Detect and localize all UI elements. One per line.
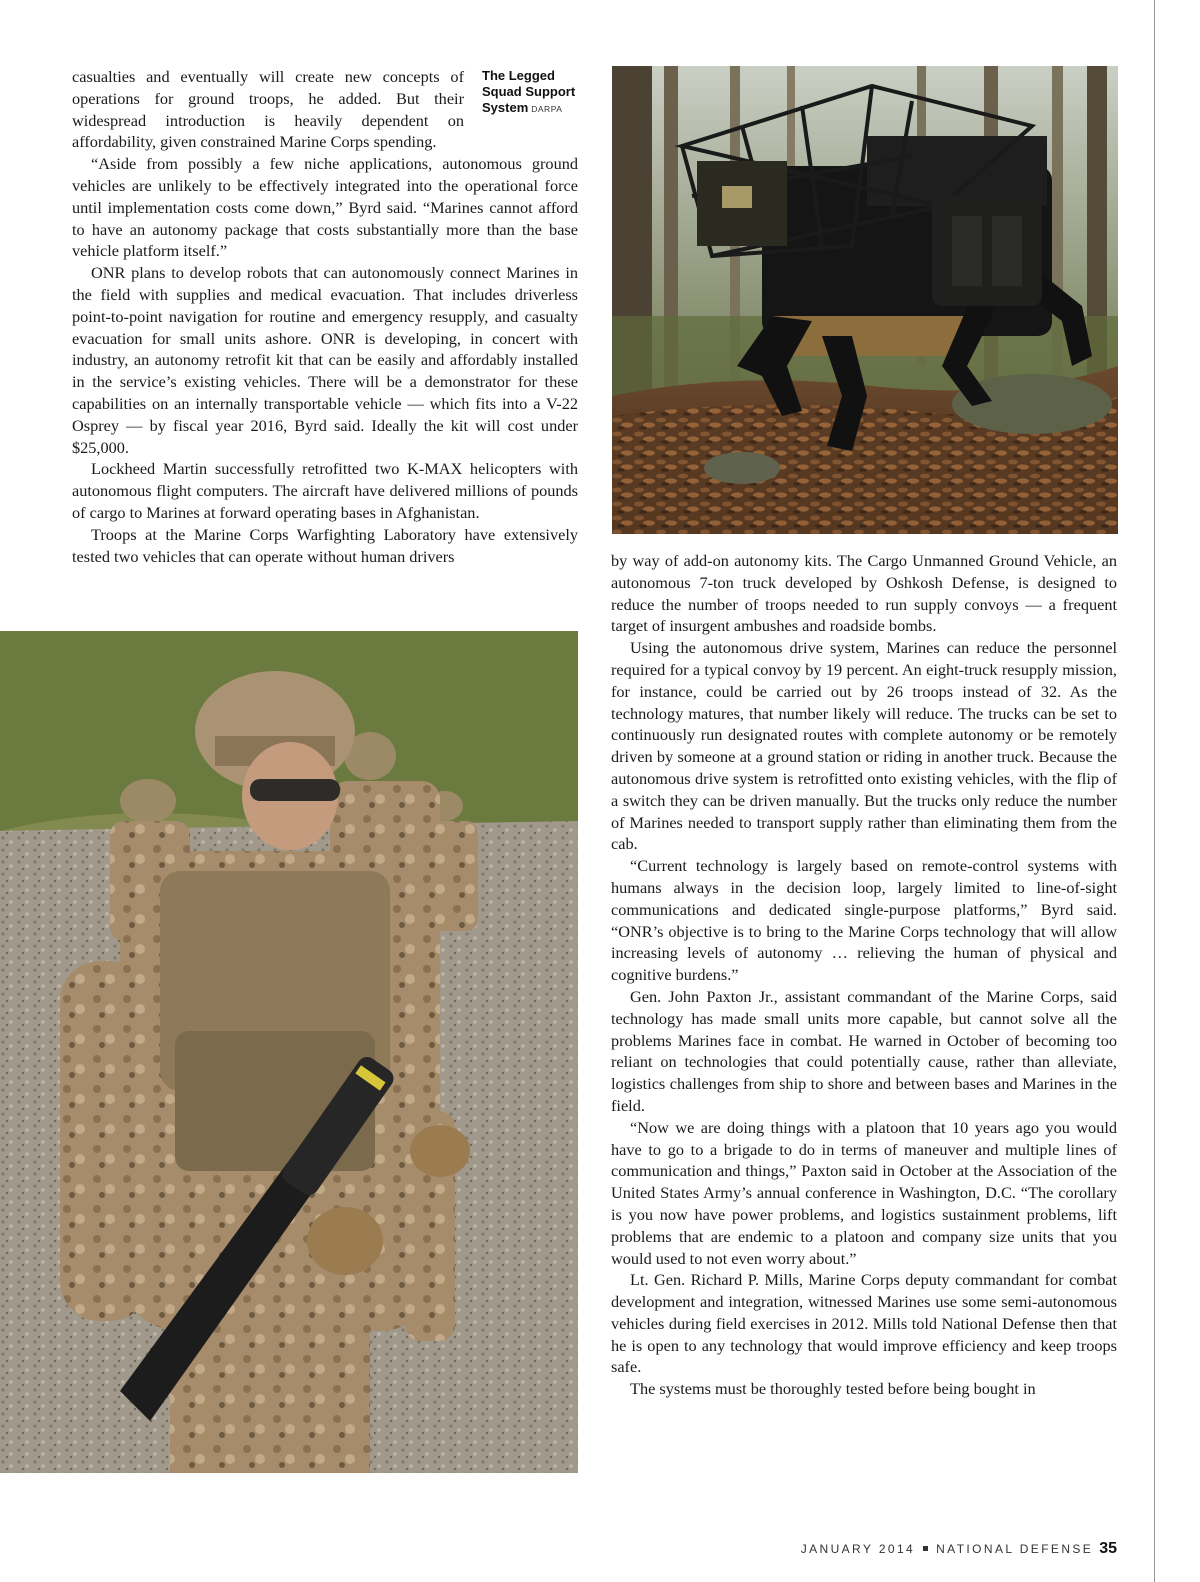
paragraph: Lockheed Martin successfully retrofitted two K-MAX helicopters with autonomous flight computers. The aircraft have delivered millions of pounds of cargo to Marines at forward operating bases in Afghanistan.: [72, 459, 578, 522]
paragraph: “Current technology is largely based on remote-control systems with humans always in the decision loop, largely limited to line-of-sight communications and dedicated single-purpose platforms,” Byrd said. “ONR’s objective is to bring to the Marine Corps technology that will allow increasing levels of autonomy … relieving the human of physical and cognitive burdens.”: [611, 856, 1117, 985]
paragraph: Gen. John Paxton Jr., assistant commandant of the Marine Corps, said technology has made small units more capable, but cannot solve all the problems Marines face in combat. He warned in October of becoming too reliant on technologies that could potentially cause, rather than alleviate, logistics challenges from ship to shore and between bases and Marines in the field.: [611, 986, 1117, 1115]
paragraph: casualties and eventually will create new concepts of operations for ground troops, he added. But their widespread introduction is heavily dependent on affordability, given constrained Marine Corps spending.: [72, 67, 464, 152]
footer-date: JANUARY 2014: [800, 1542, 916, 1556]
caption-text: The Legged Squad Support System: [482, 68, 576, 115]
paragraph: “Aside from possibly a few niche applications, autonomous ground vehicles are unlikely to be effectively integrated into the operational force until implementation costs come down,” Byrd said. “Marines cannot afford to have an autonomy package that costs substantially more than the base vehicle platform itself.”: [72, 154, 578, 261]
page-footer: [801, 1540, 1117, 1558]
photo-caption: [482, 68, 578, 117]
page-edge-rule: [1154, 0, 1155, 1582]
page-number: 35: [1099, 1540, 1117, 1557]
legged-robot-photo: [612, 66, 1118, 534]
paragraph: Using the autonomous drive system, Marines can reduce the personnel required for a typical convoy by 19 percent. An eight-truck resupply mission, for instance, could be carried out by 26 troops instead of 32. As the technology matures, that number likely will reduce. The trucks can be set to continuously run designated routes with complete autonomy or be remotely driven by someone at a ground station or riding in another truck. Because the autonomous drive system is retrofitted onto existing vehicles, with the flip of a switch they can be driven manually. But the trucks only reduce the number of Marines needed to transport supply rather than eliminating them from the cab.: [611, 638, 1117, 854]
paragraph: Lt. Gen. Richard P. Mills, Marine Corps deputy commandant for combat development and integration, witnessed Marines use some semi-autonomous vehicles during field exercises in 2012. Mills told National Defense then that he is open to any technology that would improve efficiency and keep troops safe.: [611, 1270, 1117, 1377]
paragraph: Troops at the Marine Corps Warfighting Laboratory have extensively tested two vehicles that can operate without human drivers: [72, 524, 578, 566]
paragraph: by way of add-on autonomy kits. The Cargo Unmanned Ground Vehicle, an autonomous 7-ton truck developed by Oshkosh Defense, is designed to reduce the number of troops needed to run supply convoys — a frequent target of insurgent ambushes and roadside bombs.: [611, 551, 1117, 636]
footer-publication: NATIONAL DEFENSE: [936, 1542, 1094, 1556]
paragraph: The systems must be thoroughly tested before being bought in: [630, 1379, 1036, 1399]
paragraph: “Now we are doing things with a platoon that 10 years ago you would have to go to a brigade to do in terms of maneuver and multiple lines of communication and things,” Paxton said in October at the Association of the United States Army’s annual conference in Washington, D.C. “The corollary is you now have power problems, and logistics sustainment problems, lift problems that are endemic to a platoon and company size units that you would used to not even worry about.”: [611, 1117, 1117, 1268]
paragraph: ONR plans to develop robots that can autonomously connect Marines in the field with supplies and medical evacuation. That includes driverless point-to-point navigation for routine and emergency resupply, and casualty evacuation for small units ashore. ONR is developing, in concert with industry, an autonomy retrofit kit that can be easily and affordably installed in the service’s existing vehicles. There will be a demonstrator for these capabilities on an internally transportable vehicle — which fits into a V-22 Osprey — by fiscal year 2016, Byrd said. Ideally the kit will cost under $25,000.: [72, 263, 578, 457]
footer-separator: [923, 1546, 928, 1551]
right-text-column: [611, 550, 1117, 1400]
left-text-column: [72, 66, 578, 567]
caption-credit: DARPA: [531, 104, 563, 114]
marines-patrol-photo: [0, 631, 578, 1473]
